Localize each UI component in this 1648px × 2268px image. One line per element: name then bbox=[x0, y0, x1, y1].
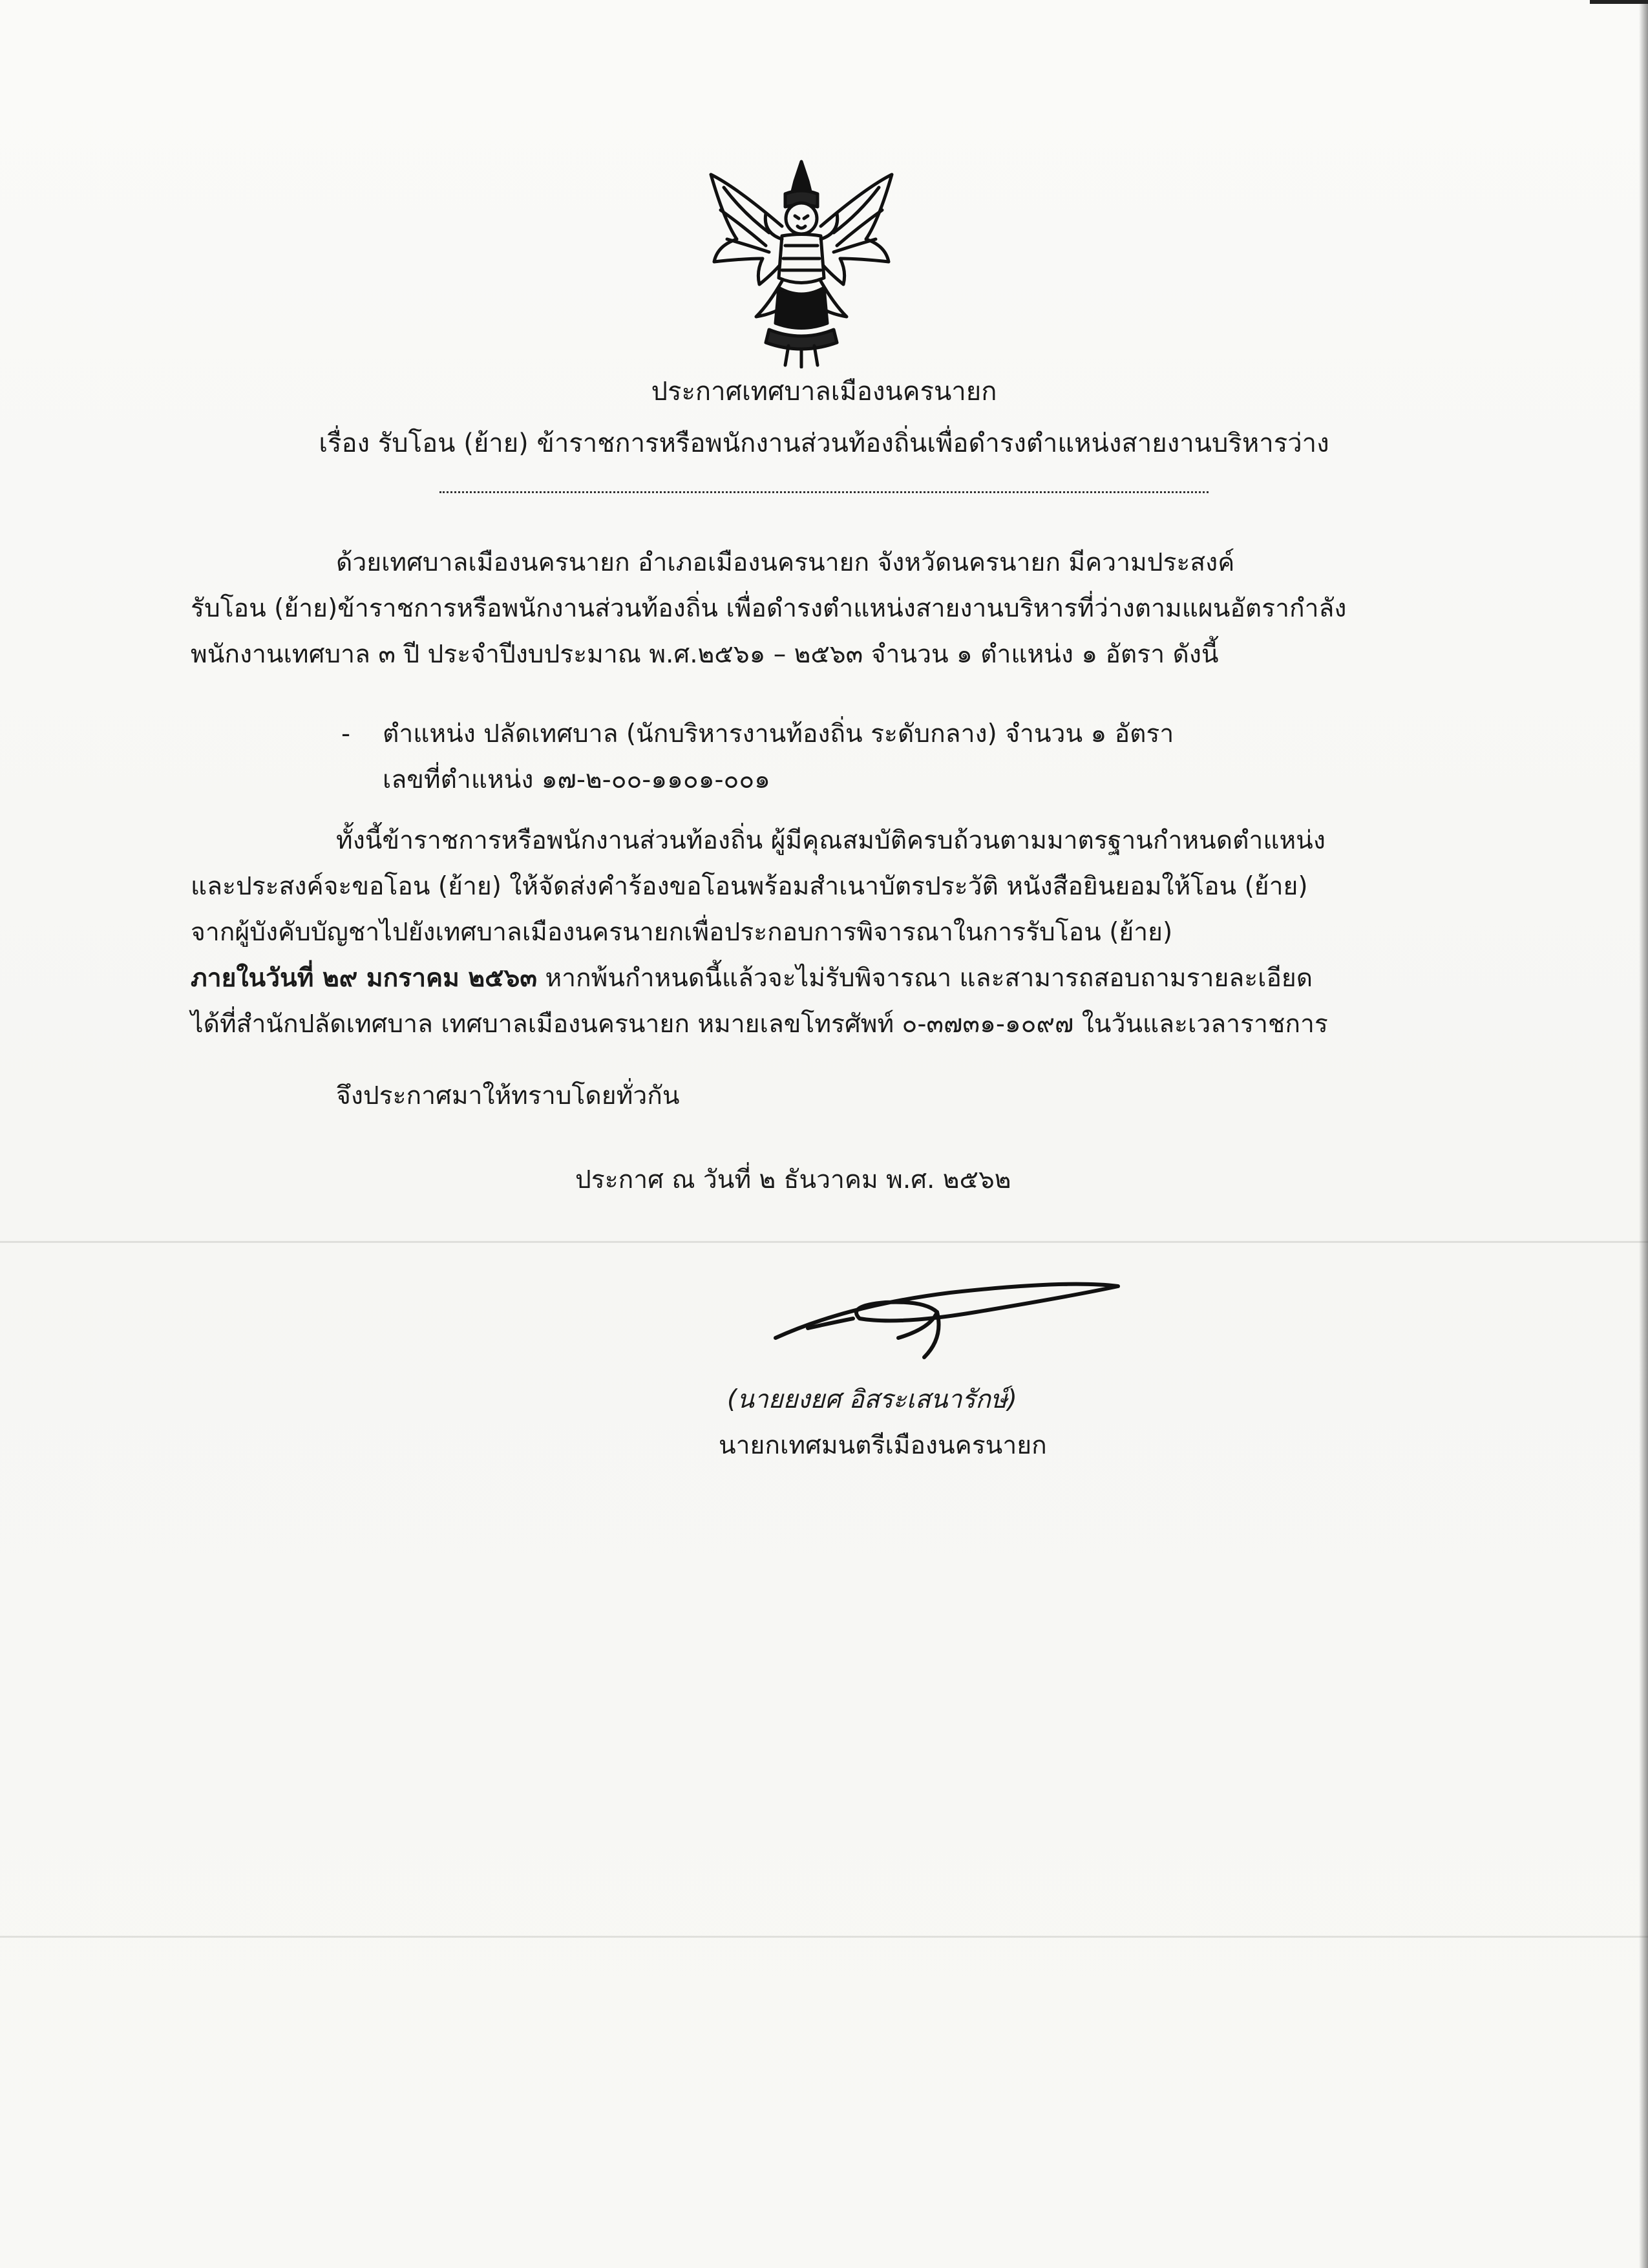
position-number: เลขที่ตำแหน่ง ๑๗-๒-๐๐-๑๑๐๑-๐๐๑ bbox=[383, 765, 770, 794]
paragraph-2-line-2: และประสงค์จะขอโอน (ย้าย) ให้จัดส่งคำร้องขอโอนพร้อมสำเนาบัตรประวัติ หนังสือยินยอมให้โอน (ย้าย) bbox=[191, 872, 1308, 901]
paragraph-2-line-3: จากผู้บังคับบัญชาไปยังเทศบาลเมืองนครนายกเพื่อประกอบการพิจารณาในการรับโอน (ย้าย) bbox=[191, 918, 1173, 947]
paragraph-1-line-1: ด้วยเทศบาลเมืองนครนายก อำเภอเมืองนครนายก จังหวัดนครนายก มีความประสงค์ bbox=[336, 548, 1235, 577]
scan-edge bbox=[1639, 0, 1648, 2268]
paragraph-2-line-4-rest: หากพ้นกำหนดนี้แล้วจะไม่รับพิจารณา และสามารถสอบถามรายละเอียด bbox=[537, 964, 1313, 993]
paragraph-2-line-1: ทั้งนี้ข้าราชการหรือพนักงานส่วนท้องถิ่น ผู้มีคุณสมบัติครบถ้วนตามมาตรฐานกำหนดตำแหน่ง bbox=[336, 826, 1326, 855]
paragraph-1-line-3: พนักงานเทศบาล ๓ ปี ประจำปีงบประมาณ พ.ศ.๒๕๖๑ – ๒๕๖๓ จำนวน ๑ ตำแหน่ง ๑ อัตรา ดังนี้ bbox=[191, 640, 1219, 669]
paper-fold bbox=[0, 1936, 1648, 1938]
paragraph-2-line-5: ได้ที่สำนักปลัดเทศบาล เทศบาลเมืองนครนายก หมายเลขโทรศัพท์ ๐-๓๗๓๑-๑๐๙๗ ในวันและเวลาราชการ bbox=[191, 1010, 1328, 1039]
divider bbox=[439, 491, 1209, 493]
scan-edge bbox=[1590, 0, 1648, 4]
paragraph-2-line-4 bbox=[191, 955, 1313, 1001]
deadline-text: ภายในวันที่ ๒๙ มกราคม ๒๕๖๓ bbox=[191, 964, 538, 993]
signature bbox=[769, 1267, 1131, 1377]
paragraph-1-line-2: รับโอน (ย้าย)ข้าราชการหรือพนักงานส่วนท้องถิ่น เพื่อดำรงตำแหน่งสายงานบริหารที่ว่างตามแผนอัตรากำลัง bbox=[191, 594, 1347, 623]
closing-line: จึงประกาศมาให้ทราบโดยทั่วกัน bbox=[336, 1081, 680, 1110]
announcement-title: ประกาศเทศบาลเมืองนครนายก bbox=[651, 377, 997, 407]
signatory-name: (นายยงยศ อิสระเสนารักษ์) bbox=[727, 1385, 1017, 1414]
paper-fold bbox=[0, 1241, 1648, 1243]
date-line: ประกาศ ณ วันที่ ๒ ธันวาคม พ.ศ. ๒๕๖๒ bbox=[575, 1165, 1011, 1194]
list-dash: - bbox=[341, 719, 351, 748]
signatory-title: นายกเทศมนตรีเมืองนครนายก bbox=[719, 1431, 1047, 1460]
announcement-subject: เรื่อง รับโอน (ย้าย) ข้าราชการหรือพนักงานส่วนท้องถิ่นเพื่อดำรงตำแหน่งสายงานบริหารว่าง bbox=[319, 429, 1329, 458]
garuda-emblem bbox=[698, 149, 905, 368]
position-line: ตำแหน่ง ปลัดเทศบาล (นักบริหารงานท้องถิ่น ระดับกลาง) จำนวน ๑ อัตรา bbox=[383, 719, 1174, 748]
